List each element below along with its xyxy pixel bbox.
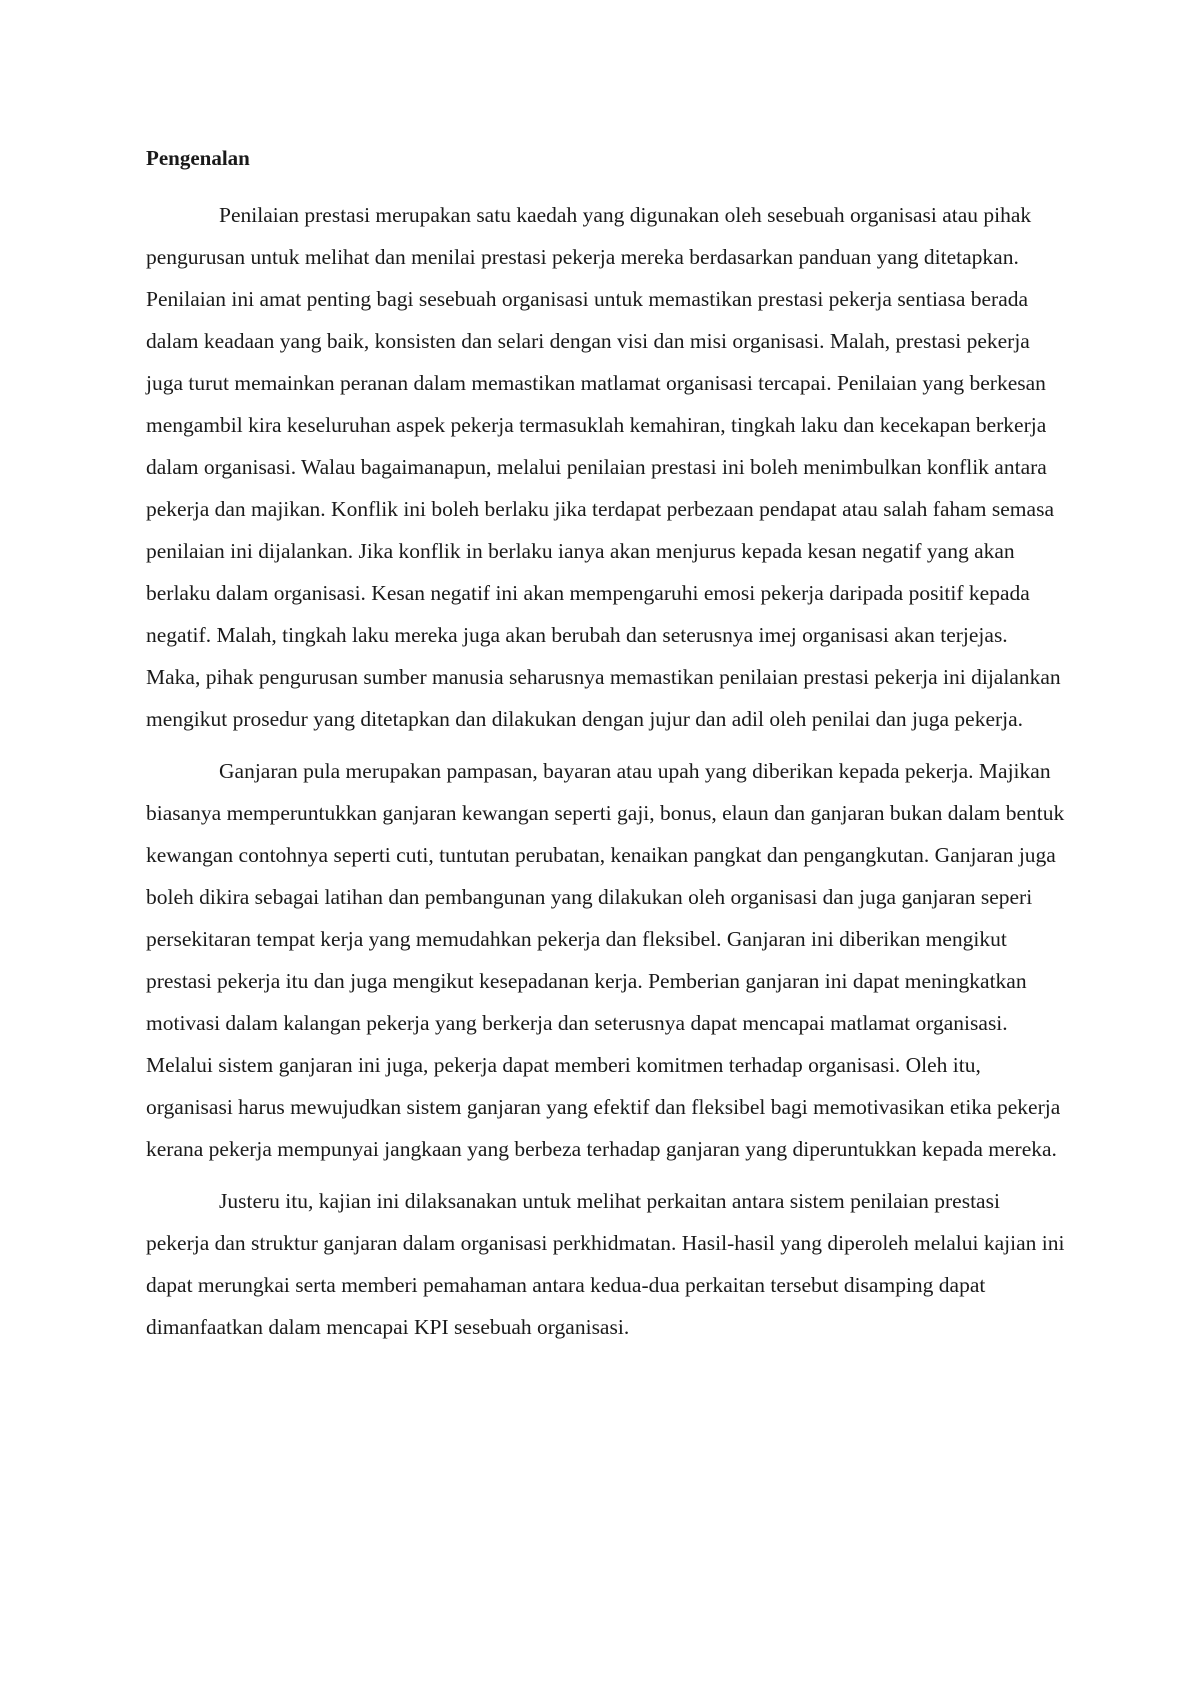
document-body [146,143,1066,1358]
section-heading: Pengenalan [146,146,250,170]
paragraph-rewards: Ganjaran pula merupakan pampasan, bayaran atau upah yang diberikan kepada pekerja. Majikan biasanya memperuntukkan ganjaran kewangan seperti gaji, bonus, elaun dan ganjaran bukan dalam bentuk kewangan contohnya seperti cuti, tuntutan perubatan, kenaikan pangkat dan pengangkutan. Ganjaran juga boleh dikira sebagai latihan dan pembangunan yang dilakukan oleh organisasi dan juga ganjaran seperi persekitaran tempat kerja yang memudahkan pekerja dan fleksibel. Ganjaran ini diberikan mengikut prestasi pekerja itu dan juga mengikut kesepadanan kerja. Pemberian ganjaran ini dapat meningkatkan motivasi dalam kalangan pekerja yang berkerja dan seterusnya dapat mencapai matlamat organisasi. Melalui sistem ganjaran ini juga, pekerja dapat memberi komitmen terhadap organisasi. Oleh itu, organisasi harus mewujudkan sistem ganjaran yang efektif dan fleksibel bagi memotivasikan etika pekerja kerana pekerja mempunyai jangkaan yang berbeza terhadap ganjaran yang diperuntukkan kepada mereka. [146,759,1065,1161]
paragraph-introduction: Penilaian prestasi merupakan satu kaedah yang digunakan oleh sesebuah organisasi atau pihak pengurusan untuk melihat dan menilai prestasi pekerja mereka berdasarkan panduan yang ditetapkan. Penilaian ini amat penting bagi sesebuah organisasi untuk memastikan prestasi pekerja sentiasa berada dalam keadaan yang baik, konsisten dan selari dengan visi dan misi organisasi. Malah, prestasi pekerja juga turut memainkan peranan dalam memastikan matlamat organisasi tercapai. Penilaian yang berkesan mengambil kira keseluruhan aspek pekerja termasuklah kemahiran, tingkah laku dan kecekapan berkerja dalam organisasi. Walau bagaimanapun, melalui penilaian prestasi ini boleh menimbulkan konflik antara pekerja dan majikan. Konflik ini boleh berlaku jika terdapat perbezaan pendapat atau salah faham semasa penilaian ini dijalankan. Jika konflik in berlaku ianya akan menjurus kepada kesan negatif yang akan berlaku dalam organisasi. Kesan negatif ini akan mempengaruhi emosi pekerja daripada positif kepada negatif. Malah, tingkah laku mereka juga akan berubah dan seterusnya imej organisasi akan terjejas. Maka, pihak pengurusan sumber manusia seharusnya memastikan penilaian prestasi pekerja ini dijalankan mengikut prosedur yang ditetapkan dan dilakukan dengan jujur dan adil oleh penilai dan juga pekerja. [146,203,1061,731]
paragraph-study-purpose: Justeru itu, kajian ini dilaksanakan untuk melihat perkaitan antara sistem penilaian prestasi pekerja dan struktur ganjaran dalam organisasi perkhidmatan. Hasil-hasil yang diperoleh melalui kajian ini dapat merungkai serta memberi pemahaman antara kedua-dua perkaitan tersebut disamping dapat dimanfaatkan dalam mencapai KPI sesebuah organisasi. [146,1189,1065,1339]
